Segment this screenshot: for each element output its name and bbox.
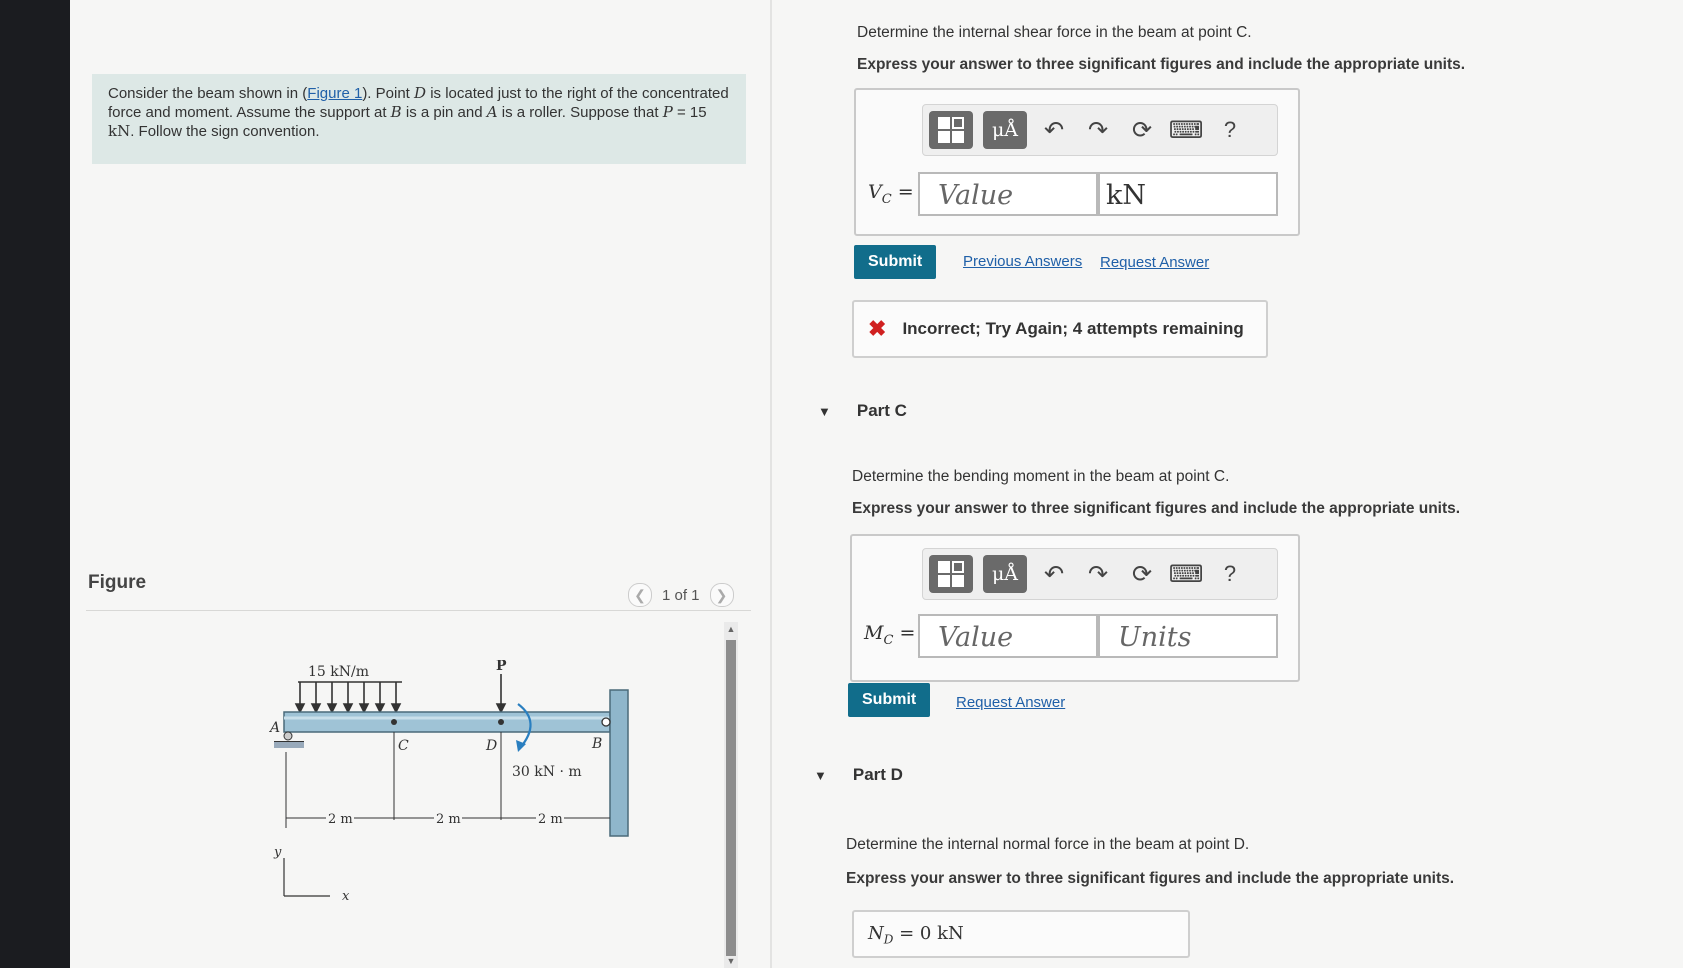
part-c-variable-label: $M_C$ = xyxy=(864,622,916,648)
beam-figure xyxy=(190,660,710,950)
distributed-load xyxy=(296,682,402,712)
problem-text: is a roller. Suppose that xyxy=(497,104,663,121)
part-b-request-answer-link[interactable]: Request Answer xyxy=(1100,254,1210,271)
units-button[interactable]: μÅ xyxy=(983,111,1027,149)
undo-icon[interactable]: ↶ xyxy=(1043,116,1065,144)
pager-count: 1 of 1 xyxy=(662,586,700,604)
scroll-up-icon[interactable]: ▲ xyxy=(726,624,736,634)
part-b-question: Determine the internal shear force in the beam at point C. xyxy=(857,24,1252,41)
redo-icon[interactable]: ↷ xyxy=(1087,116,1109,144)
unit-symbol: kN xyxy=(108,122,131,140)
part-c-value-input[interactable]: Value xyxy=(918,614,1098,658)
point-b-symbol: B xyxy=(390,103,402,121)
x-axis-label: x xyxy=(342,889,350,904)
figure-scrollbar[interactable] xyxy=(724,622,738,968)
close-icon: ✖ xyxy=(868,316,887,341)
pin-b xyxy=(602,718,610,726)
previous-answers-link[interactable]: Previous Answers xyxy=(963,253,1083,270)
collapse-triangle-icon[interactable]: ▼ xyxy=(814,767,827,783)
problem-statement xyxy=(92,74,746,164)
dimension-3: 2 m xyxy=(538,812,563,827)
problem-text: is a pin and xyxy=(401,104,487,121)
chevron-left-icon[interactable]: ❮ xyxy=(628,583,652,607)
figure-heading: Figure xyxy=(88,572,147,593)
point-a-label: A xyxy=(270,720,281,736)
part-c-instructions: Express your answer to three significant figures and include the appropriate units. xyxy=(852,500,1461,517)
y-axis-label: y xyxy=(274,845,282,860)
problem-text: . Follow the sign convention. xyxy=(130,123,320,140)
beam xyxy=(284,712,610,732)
coordinate-axes xyxy=(284,858,330,896)
point-a-symbol: A xyxy=(486,103,498,121)
part-d-instructions: Express your answer to three significant figures and include the appropriate units. xyxy=(846,870,1455,887)
part-b-instructions: Express your answer to three significant figures and include the appropriate units. xyxy=(857,56,1466,73)
part-d-title: Part D xyxy=(852,765,903,784)
reset-icon[interactable]: ⟳ xyxy=(1131,116,1153,144)
part-c-units-input[interactable]: Units xyxy=(1098,614,1278,658)
part-c-title: Part C xyxy=(856,401,907,420)
fraction-template-icon[interactable] xyxy=(929,555,973,593)
scroll-down-icon[interactable]: ▼ xyxy=(726,956,736,966)
help-button[interactable]: ? xyxy=(1223,561,1237,586)
figure-pager xyxy=(628,583,734,607)
part-d-answer: $N_D = 0$ kN xyxy=(852,910,1190,958)
pane-divider xyxy=(770,0,772,968)
fraction-template-icon[interactable] xyxy=(929,111,973,149)
problem-text: ). Point xyxy=(362,85,414,102)
part-c-submit-button[interactable]: Submit xyxy=(848,683,930,717)
point-d-symbol: D xyxy=(414,84,427,102)
part-b-value-input[interactable]: Value xyxy=(918,172,1098,216)
reset-icon[interactable]: ⟳ xyxy=(1131,560,1153,588)
dimension-2: 2 m xyxy=(436,812,461,827)
part-b-units-input[interactable]: kN xyxy=(1098,172,1278,216)
keyboard-icon[interactable]: ⌨ xyxy=(1168,560,1204,588)
point-c-marker xyxy=(391,719,397,725)
point-b-label: B xyxy=(592,736,603,752)
scrollbar-thumb[interactable] xyxy=(726,640,736,956)
part-c-header[interactable] xyxy=(818,388,907,434)
collapse-triangle-icon[interactable]: ▼ xyxy=(818,403,831,419)
incorrect-feedback xyxy=(852,300,1268,358)
force-label: P xyxy=(496,660,507,674)
part-b-toolbar xyxy=(922,104,1278,156)
units-button[interactable]: μÅ xyxy=(983,555,1027,593)
keyboard-icon[interactable]: ⌨ xyxy=(1168,116,1204,144)
figure-link[interactable]: Figure 1 xyxy=(307,85,363,102)
part-c-toolbar xyxy=(922,548,1278,600)
feedback-text: Incorrect; Try Again; 4 attempts remaining xyxy=(902,319,1244,338)
force-arrow xyxy=(497,674,505,712)
chevron-right-icon[interactable]: ❯ xyxy=(710,583,734,607)
left-pane xyxy=(70,0,770,968)
part-b-submit-button[interactable]: Submit xyxy=(854,245,936,279)
part-d-header[interactable] xyxy=(814,752,903,798)
part-c-question: Determine the bending moment in the beam at point C. xyxy=(852,468,1230,485)
problem-text: is located just to the right of the concentrated force and moment. Assume the support at xyxy=(108,85,729,121)
moment-label: 30 kN · m xyxy=(512,764,582,780)
part-c-request-answer-link[interactable]: Request Answer xyxy=(956,694,1066,711)
dimension-1: 2 m xyxy=(328,812,353,827)
p-symbol: P xyxy=(662,103,673,121)
load-label: 15 kN/m xyxy=(308,664,369,680)
problem-text: Consider the beam shown in ( xyxy=(108,85,308,102)
help-button[interactable]: ? xyxy=(1223,117,1237,142)
redo-icon[interactable]: ↷ xyxy=(1087,560,1109,588)
wall-support xyxy=(610,690,628,836)
undo-icon[interactable]: ↶ xyxy=(1043,560,1065,588)
part-d-question: Determine the internal normal force in the beam at point D. xyxy=(846,836,1250,853)
part-b-variable-label: $V_C$ = xyxy=(868,181,914,207)
problem-text: = 15 xyxy=(672,104,707,121)
point-d-label: D xyxy=(486,738,498,754)
point-c-label: C xyxy=(398,738,409,754)
point-d-marker xyxy=(498,719,504,725)
figure-divider xyxy=(86,610,751,611)
